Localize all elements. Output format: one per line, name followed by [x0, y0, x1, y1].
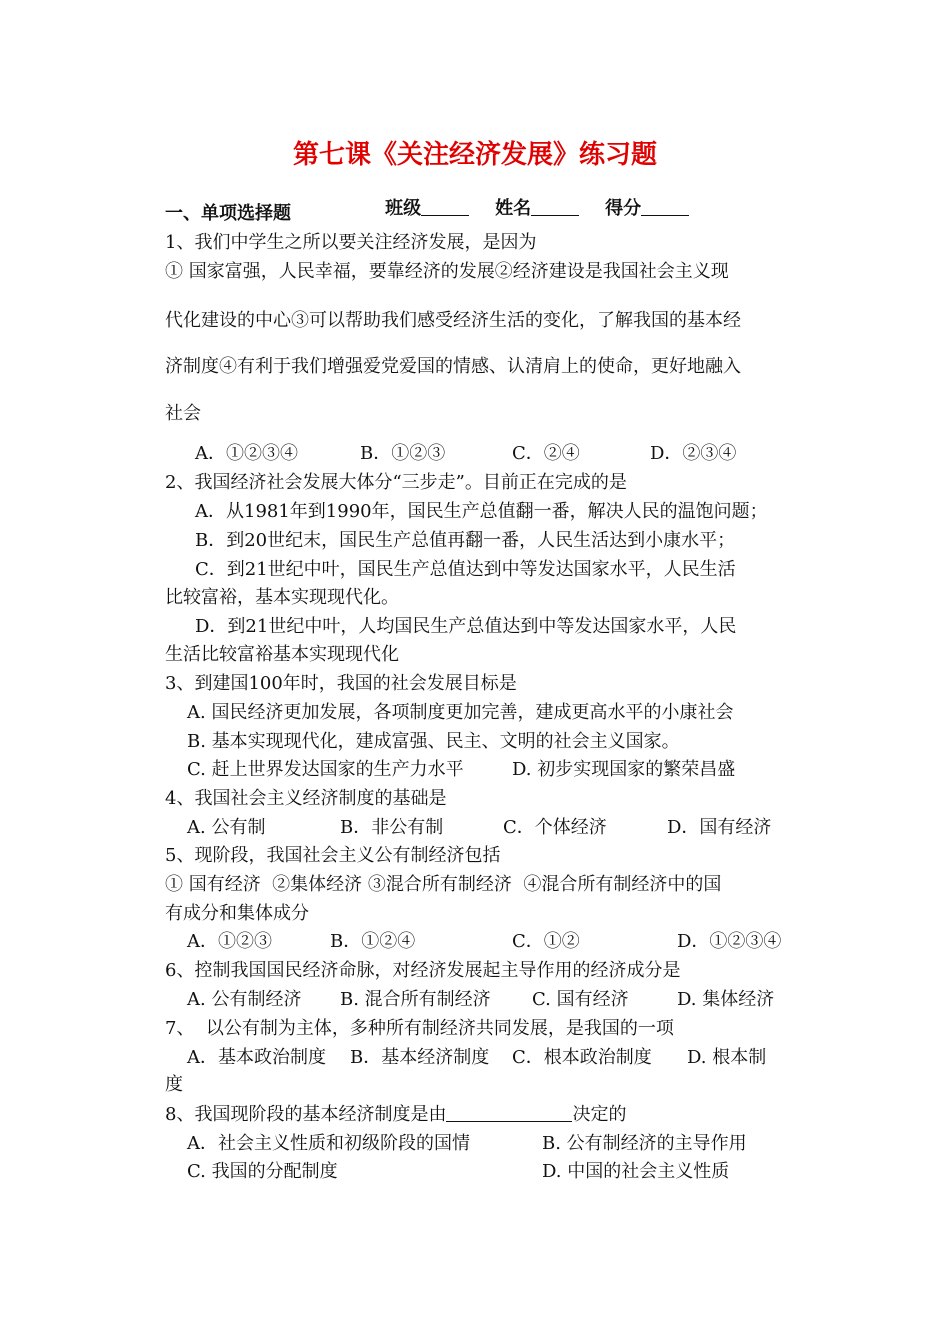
question-5-option-a[interactable]: A．①②③: [187, 931, 272, 952]
score-blank[interactable]: [641, 197, 689, 216]
question-2-option-d[interactable]: D．到21世纪中叶，人均国民生产总值达到中等发达国家水平，人民: [195, 616, 737, 637]
question-7-option-d-cont: 度: [165, 1074, 183, 1095]
question-8-stem-end: 决定的: [572, 1104, 627, 1125]
question-2-option-c-cont: 比较富裕，基本实现现代化。: [165, 587, 399, 608]
question-4-option-d[interactable]: D．国有经济: [667, 817, 772, 838]
question-6-option-a[interactable]: A. 公有制经济: [187, 989, 302, 1010]
question-7-option-a[interactable]: A．基本政治制度: [187, 1047, 326, 1068]
question-1-option-a[interactable]: A．①②③④: [195, 443, 298, 464]
question-2-option-b[interactable]: B．到20世纪末，国民生产总值再翻一番，人民生活达到小康水平；: [195, 530, 736, 551]
question-7-option-c[interactable]: C．根本政治制度: [512, 1047, 652, 1068]
question-4-option-c[interactable]: C．个体经济: [503, 817, 607, 838]
question-5-line: 有成分和集体成分: [165, 903, 309, 924]
question-5-stem: 5、现阶段，我国社会主义公有制经济包括: [165, 845, 501, 866]
question-4-option-b[interactable]: B．非公有制: [340, 817, 444, 838]
question-1-stem: 1、我们中学生之所以要关注经济发展，是因为: [165, 232, 537, 253]
question-2-option-c[interactable]: C．到21世纪中叶，国民生产总值达到中等发达国家水平，人民生活: [195, 559, 736, 580]
question-6-option-c[interactable]: C. 国有经济: [532, 989, 629, 1010]
question-1-option-d[interactable]: D．②③④: [650, 443, 737, 464]
name-blank[interactable]: [531, 197, 579, 216]
question-7-option-b[interactable]: B．基本经济制度: [350, 1047, 490, 1068]
question-8-option-a[interactable]: A．社会主义性质和初级阶段的国情: [187, 1133, 470, 1154]
question-3-option-c[interactable]: C. 赶上世界发达国家的生产力水平: [187, 759, 464, 780]
question-1-line: ① 国家富强，人民幸福，要靠经济的发展②经济建设是我国社会主义现: [165, 261, 729, 282]
question-3-stem: 3、到建国100年时，我国的社会发展目标是: [165, 673, 517, 694]
question-8-stem-start: 8、我国现阶段的基本经济制度是由: [165, 1104, 447, 1125]
question-1-line: 代化建设的中心③可以帮助我们感受经济生活的变化，了解我国的基本经: [165, 310, 741, 331]
question-1-option-c[interactable]: C．②④: [512, 443, 580, 464]
class-label: 班级: [385, 198, 422, 219]
question-7-option-d[interactable]: D. 根本制: [687, 1047, 767, 1068]
question-3-option-d[interactable]: D. 初步实现国家的繁荣昌盛: [512, 759, 736, 780]
question-4-stem: 4、我国社会主义经济制度的基础是: [165, 788, 447, 809]
question-8-answer-blank[interactable]: [446, 1103, 572, 1122]
question-7-stem: 7、 以公有制为主体，多种所有制经济共同发展，是我国的一项: [165, 1018, 674, 1039]
question-2-stem: 2、我国经济社会发展大体分“三步走”。目前正在完成的是: [165, 472, 627, 493]
question-5-option-c[interactable]: C．①②: [512, 931, 580, 952]
question-5-option-d[interactable]: D．①②③④: [677, 931, 782, 952]
name-label: 姓名: [495, 198, 532, 219]
question-3-option-a[interactable]: A. 国民经济更加发展，各项制度更加完善，建成更高水平的小康社会: [187, 702, 734, 723]
question-5-option-b[interactable]: B．①②④: [330, 931, 416, 952]
score-label: 得分: [605, 198, 642, 219]
question-8-option-d[interactable]: D. 中国的社会主义性质: [542, 1161, 730, 1182]
question-2-option-a[interactable]: A．从1981年到1990年，国民生产总值翻一番，解决人民的温饱问题；: [195, 501, 768, 522]
question-8-option-c[interactable]: C. 我国的分配制度: [187, 1161, 338, 1182]
question-6-option-b[interactable]: B. 混合所有制经济: [340, 989, 491, 1010]
question-2-option-d-cont: 生活比较富裕基本实现现代化: [165, 644, 399, 665]
question-8-option-b[interactable]: B. 公有制经济的主导作用: [542, 1133, 747, 1154]
question-1-line: 济制度④有利于我们增强爱党爱国的情感、认清肩上的使命，更好地融入: [165, 356, 741, 377]
page-title: 第七课《关注经济发展》练习题: [292, 140, 657, 170]
question-5-line: ① 国有经济 ②集体经济 ③混合所有制经济 ④混合所有制经济中的国: [165, 874, 722, 895]
question-6-option-d[interactable]: D. 集体经济: [677, 989, 775, 1010]
question-6-stem: 6、控制我国国民经济命脉，对经济发展起主导作用的经济成分是: [165, 960, 681, 981]
section-heading: 一、单项选择题: [165, 203, 291, 224]
question-8-stem: [165, 1103, 626, 1127]
question-4-option-a[interactable]: A. 公有制: [187, 817, 266, 838]
question-1-option-b[interactable]: B．①②③: [360, 443, 446, 464]
question-1-line: 社会: [165, 403, 201, 424]
class-blank[interactable]: [421, 197, 469, 216]
question-3-option-b[interactable]: B. 基本实现现代化，建成富强、民主、文明的社会主义国家。: [187, 731, 680, 752]
